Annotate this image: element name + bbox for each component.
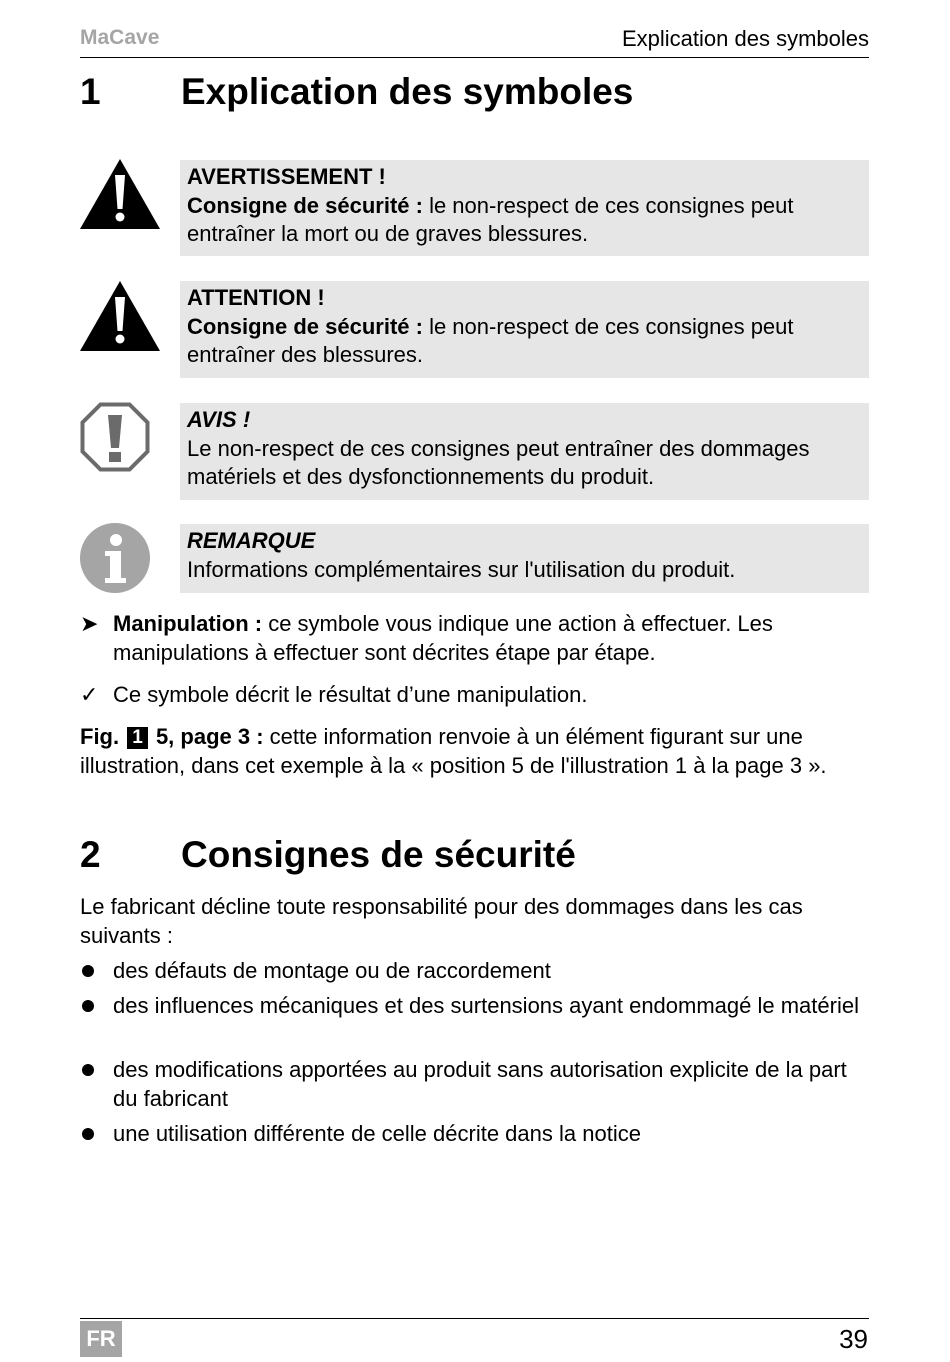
section-2-title: Consignes de sécurité [181,834,576,875]
bullet-icon [82,1000,94,1012]
warning-note-text: le non-respect de ces consignes peut entraîner la mort ou de graves blessures. [187,192,794,246]
attention-note-text: le non-respect de ces consignes peut entraîner des blessures. [187,313,794,367]
figure-reference-text: cette information renvoie à un élément figurant sur une illustration, dans cet exemple à la « position 5 de l'illustration 1 à la page 3 ». [80,724,827,778]
remark-note-text: Informations complémentaires sur l'utilisation du produit. [187,556,736,582]
page-number: 39 [839,1324,868,1354]
notice-note-title: AVIS ! [187,407,251,432]
fig-position: 5, page 3 : [155,724,264,749]
footer-rule [80,1318,869,1319]
result-paragraph: Ce symbole décrit le résultat d’une manipulation. [113,682,588,707]
brand-name: MaCave [80,26,160,49]
list-item: une utilisation différente de celle décrite dans la notice [113,1121,641,1146]
list-item: des influences mécaniques et des surtensions ayant endommagé le matériel [113,993,859,1018]
warning-triangle-icon [80,281,160,351]
attention-note [180,281,869,378]
section-1-number: 1 [80,71,101,112]
notice-note [180,403,869,500]
warning-note-title: AVERTISSEMENT ! [187,164,386,189]
section-2-intro: Le fabricant décline toute responsabilité pour des dommages dans les cas suivants : [80,894,803,948]
octagon-exclamation-icon [80,402,150,472]
figure-number-box: 1 [127,727,148,749]
attention-note-body [187,313,862,370]
language-badge: FR [80,1321,122,1357]
running-section-title: Explication des symboles [621,26,869,51]
bullet-icon [82,1128,94,1140]
warning-triangle-icon [80,159,160,229]
list-item: des défauts de montage ou de raccordement [113,958,551,983]
manipulation-lead: Manipulation : [113,611,263,636]
arrow-marker-icon: ➤ [80,611,99,636]
list-item: des modifications apportées au produit sans autorisation explicite de la part du fabricant [113,1057,847,1111]
notice-note-text: Le non-respect de ces consignes peut entraîner des dommages matériels et des dysfonctionnements du produit. [187,435,810,489]
section-1-heading [80,72,633,112]
bullet-icon [82,1064,94,1076]
manipulation-text: ce symbole vous indique une action à effectuer. Les manipulations à effectuer sont décrites étape par étape. [113,611,773,665]
info-circle-icon [80,523,150,593]
section-2-number: 2 [80,834,101,875]
warning-note-body [187,192,862,249]
page-header [80,22,869,58]
checkmark-icon: ✓ [80,682,99,707]
warning-note [180,160,869,256]
fig-label: Fig. [80,724,120,749]
warning-note-lead: Consigne de sécurité : [187,192,423,218]
attention-note-title: ATTENTION ! [187,285,325,310]
manipulation-paragraph [113,610,870,667]
section-1-title: Explication des symboles [181,71,634,112]
remark-note [180,524,869,593]
bullet-icon [82,965,94,977]
section-2-heading [80,835,576,875]
remark-note-title: REMARQUE [187,528,316,553]
attention-note-lead: Consigne de sécurité : [187,313,423,339]
figure-reference-paragraph [80,723,870,780]
